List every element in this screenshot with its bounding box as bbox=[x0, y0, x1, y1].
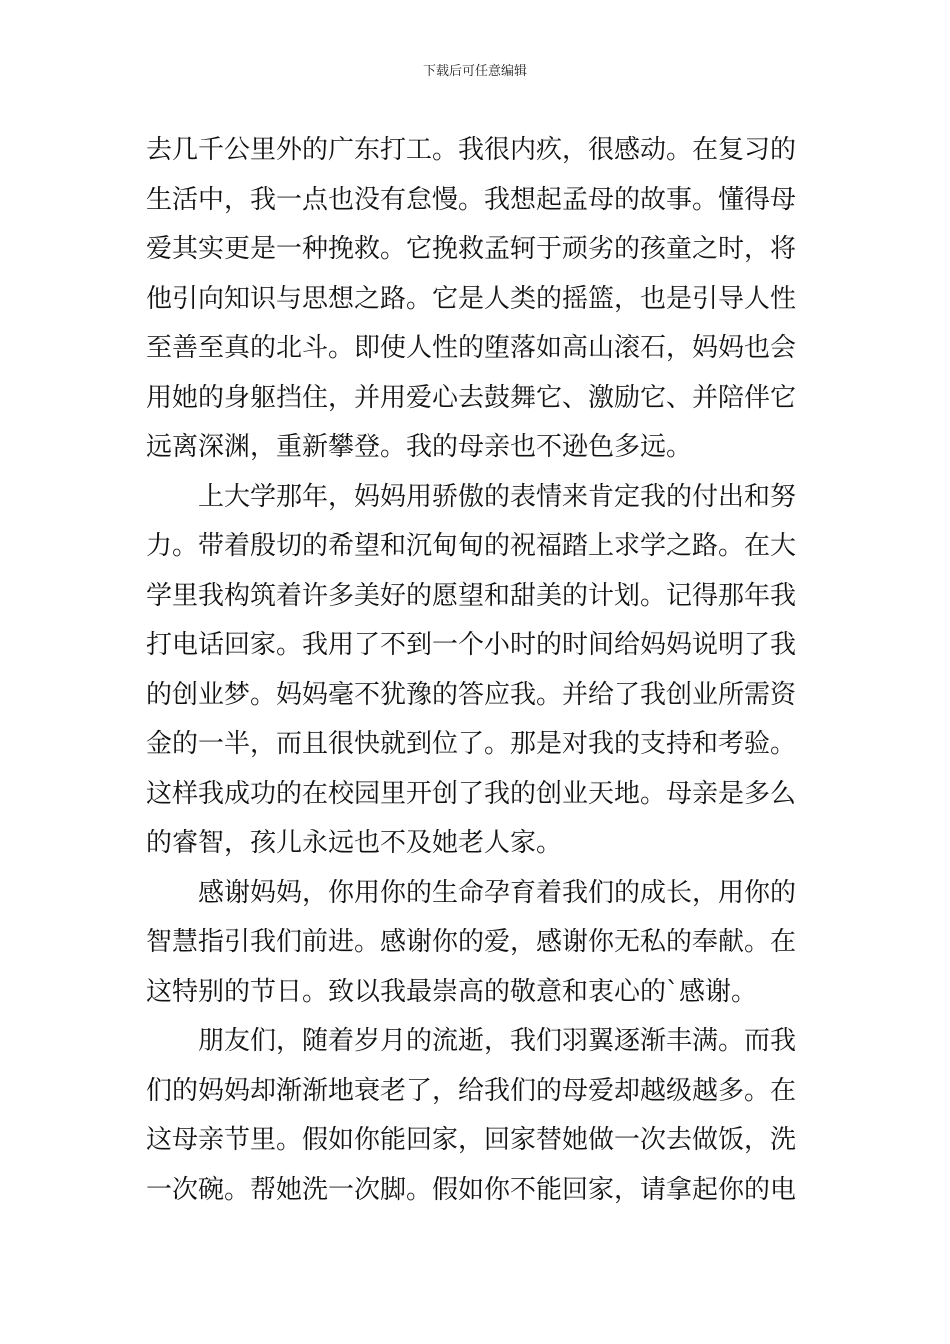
text-line: 的睿智，孩儿永远也不及她老人家。 bbox=[146, 828, 563, 858]
text-line: 这特别的节日。致以我最崇高的敬意和衷心的`感谢。 bbox=[146, 976, 758, 1007]
paragraph-1 bbox=[146, 126, 808, 473]
paragraph-4 bbox=[146, 1017, 808, 1215]
text-line: 生活中，我一点也没有怠慢。我想起孟母的故事。懂得母 bbox=[146, 184, 797, 215]
text-line: 他引向知识与思想之路。它是人类的摇篮，也是引导人性 bbox=[146, 283, 797, 314]
text-line: 这母亲节里。假如你能回家，回家替她做一次去做饭，洗 bbox=[146, 1125, 797, 1155]
text-line: 爱其实更是一种挽救。它挽救孟轲于顽劣的孩童之时，将 bbox=[146, 234, 797, 264]
text-line: 上大学那年，妈妈用骄傲的表情来肯定我的付出和努 bbox=[198, 481, 797, 512]
text-line: 力。带着殷切的希望和沉甸甸的祝福踏上求学之路。在大 bbox=[146, 531, 797, 561]
body-text bbox=[146, 126, 808, 1215]
text-line: 打电话回家。我用了不到一个小时的时间给妈妈说明了我 bbox=[146, 630, 797, 660]
text-line: 朋友们，随着岁月的流逝，我们羽翼逐渐丰满。而我 bbox=[198, 1026, 797, 1056]
page-header: 下载后可任意编辑 bbox=[422, 64, 527, 79]
text-line: 的创业梦。妈妈毫不犹豫的答应我。并给了我创业所需资 bbox=[146, 679, 797, 710]
text-line: 学里我构筑着许多美好的愿望和甜美的计划。记得那年我 bbox=[146, 580, 797, 611]
text-line: 这样我成功的在校园里开创了我的创业天地。母亲是多么 bbox=[146, 778, 797, 809]
text-line: 远离深渊，重新攀登。我的母亲也不逊色多远。 bbox=[146, 432, 693, 462]
paragraph-2 bbox=[146, 473, 808, 869]
text-line: 智慧指引我们前进。感谢你的爱，感谢你无私的奉献。在 bbox=[146, 927, 797, 957]
text-line: 金的一半，而且很快就到位了。那是对我的支持和考验。 bbox=[146, 729, 797, 759]
text-line: 一次碗。帮她洗一次脚。假如你不能回家，请拿起你的电 bbox=[146, 1174, 797, 1205]
text-line: 至善至真的北斗。即使人性的堕落如高山滚石，妈妈也会 bbox=[146, 333, 797, 363]
paragraph-3 bbox=[146, 869, 808, 1018]
text-line: 感谢妈妈，你用你的生命孕育着我们的成长，用你的 bbox=[198, 877, 797, 908]
text-line: 去几千公里外的广东打工。我很内疚，很感动。在复习的 bbox=[146, 135, 797, 165]
text-line: 用她的身躯挡住，并用爱心去鼓舞它、激励它、并陪伴它 bbox=[146, 382, 797, 413]
text-line: 们的妈妈却渐渐地衰老了，给我们的母爱却越级越多。在 bbox=[146, 1075, 797, 1106]
